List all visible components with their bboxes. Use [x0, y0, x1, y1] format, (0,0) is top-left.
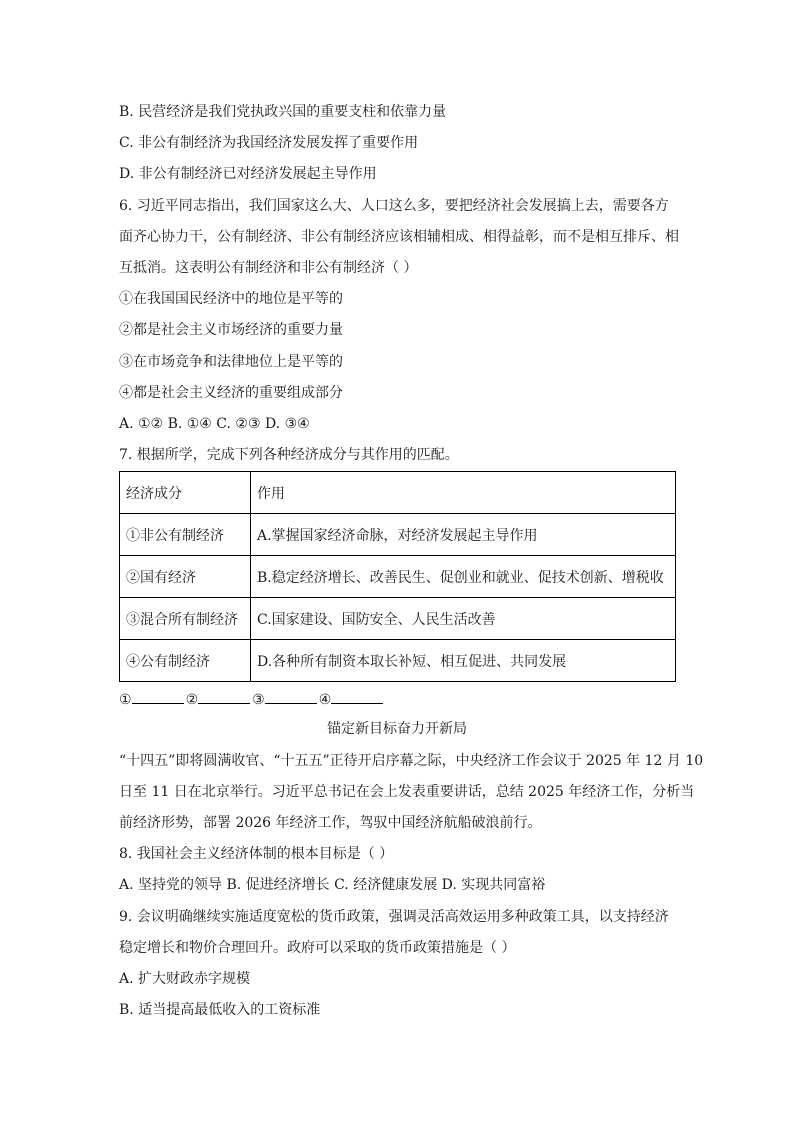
blank-label: ① — [119, 692, 132, 708]
table-cell: C.国家建设、国防安全、人民生活改善 — [251, 598, 676, 640]
material-text-line-2: 日至 11 日在北京举行。习近平总书记在会上发表重要讲话，总结 2025 年经济工作，分析当 — [119, 784, 695, 800]
q5-option-d: D. 非公有制经济已对经济发展起主导作用 — [119, 166, 377, 182]
table-row — [120, 514, 676, 556]
table-cell: B.稳定经济增长、改善民生、促创业和就业、促技术创新、增税收 — [251, 556, 676, 598]
answer-blank-1[interactable] — [132, 689, 184, 704]
answer-blank-2[interactable] — [198, 689, 250, 704]
table-cell: ③混合所有制经济 — [120, 598, 251, 640]
q8-stem: 8. 我国社会主义经济体制的根本目标是（ ） — [119, 846, 394, 862]
table-cell: D.各种所有制资本取长补短、相互促进、共同发展 — [251, 640, 676, 682]
q6-item-2: ②都是社会主义市场经济的重要力量 — [119, 322, 343, 338]
q6-item-1: ①在我国国民经济中的地位是平等的 — [119, 291, 343, 307]
blank-label: ③ — [252, 692, 265, 708]
q9-stem-line-1: 9. 会议明确继续实施适度宽松的货币政策，强调灵活高效运用多种政策工具，以支持经济 — [119, 909, 669, 925]
answer-blank-4[interactable] — [331, 689, 383, 704]
table-row — [120, 640, 676, 682]
q6-item-4: ④都是社会主义经济的重要组成部分 — [119, 385, 343, 401]
q7-answer-blanks — [119, 689, 385, 710]
matching-table — [119, 471, 676, 682]
material-title: 锚定新目标奋力开新局 — [327, 721, 467, 737]
material-text-line-1: “十四五”即将圆满收官、“十五五”正待开启序幕之际，中央经济工作会议于 2025 年 12 月 10 — [119, 753, 704, 769]
q5-option-b: B. 民营经济是我们党执政兴国的重要支柱和依靠力量 — [119, 104, 447, 120]
q6-choices: A. ①② B. ①④ C. ②③ D. ③④ — [119, 416, 310, 432]
q9-option-b: B. 适当提高最低收入的工资标准 — [119, 1002, 321, 1018]
q9-option-a: A. 扩大财政赤字规模 — [119, 971, 251, 987]
table-cell: ②国有经济 — [120, 556, 251, 598]
table-header-row — [120, 472, 676, 514]
answer-blank-3[interactable] — [265, 689, 317, 704]
q9-stem-line-2: 稳定增长和物价合理回升。政府可以采取的货币政策措施是（ ） — [119, 940, 516, 956]
blank-label: ④ — [318, 692, 332, 708]
blank-label: ② — [185, 692, 199, 708]
q6-stem-line-2: 面齐心协力干，公有制经济、非公有制经济应该相辅相成、相得益彰，而不是相互排斥、相 — [119, 229, 679, 245]
table-cell: ④公有制经济 — [120, 640, 251, 682]
table-header-cell: 经济成分 — [120, 472, 251, 514]
q6-stem-line-1: 6. 习近平同志指出，我们国家这么大、人口这么多，要把经济社会发展搞上去，需要各方 — [119, 198, 669, 214]
q8-choices: A. 坚持党的领导 B. 促进经济增长 C. 经济健康发展 D. 实现共同富裕 — [119, 877, 546, 893]
table-row — [120, 598, 676, 640]
q6-stem-line-3: 互抵消。这表明公有制经济和非公有制经济（ ） — [119, 260, 418, 276]
material-text-line-3: 前经济形势，部署 2026 年经济工作，驾驭中国经济航船破浪前行。 — [119, 815, 542, 831]
table-row — [120, 556, 676, 598]
table-header-cell: 作用 — [251, 472, 676, 514]
table-cell: ①非公有制经济 — [120, 514, 251, 556]
q5-option-c: C. 非公有制经济为我国经济发展发挥了重要作用 — [119, 135, 419, 151]
table-cell: A.掌握国家经济命脉，对经济发展起主导作用 — [251, 514, 676, 556]
q6-item-3: ③在市场竞争和法律地位上是平等的 — [119, 354, 343, 370]
q7-stem: 7. 根据所学，完成下列各种经济成分与其作用的匹配。 — [119, 447, 459, 463]
